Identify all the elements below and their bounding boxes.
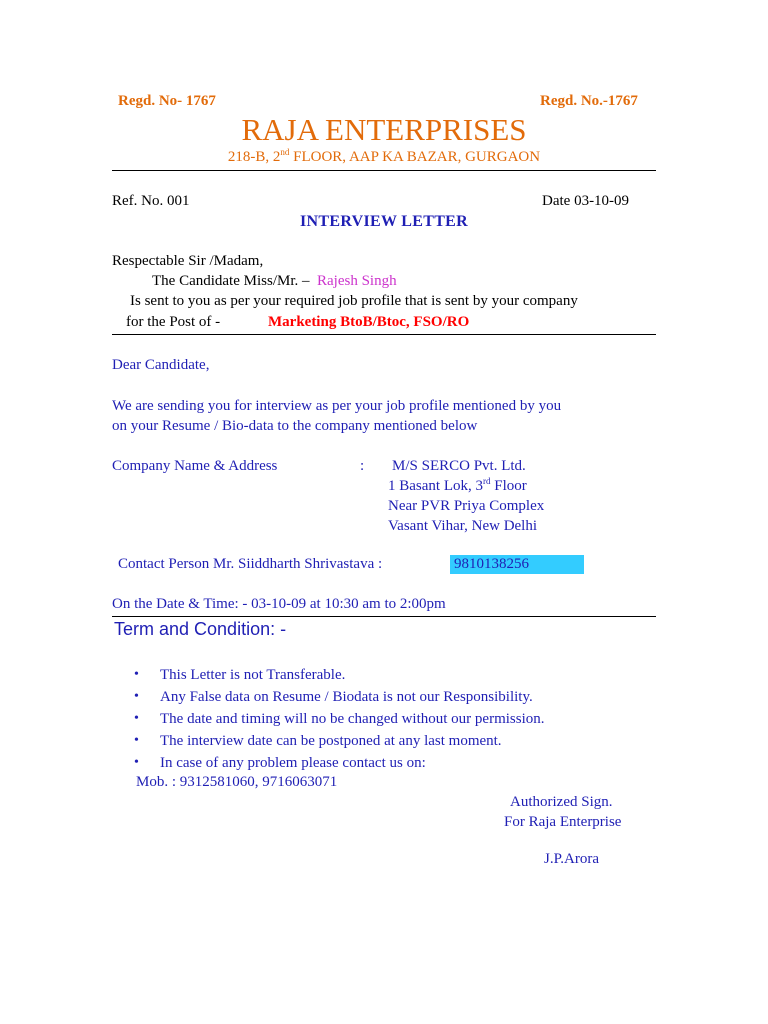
dear-candidate: Dear Candidate, bbox=[112, 357, 210, 373]
candidate-line: The Candidate Miss/Mr. – Rajesh Singh bbox=[152, 273, 397, 289]
for-company: For Raja Enterprise bbox=[504, 814, 622, 830]
company-line-3: Near PVR Priya Complex bbox=[388, 498, 545, 514]
salutation: Respectable Sir /Madam, bbox=[112, 253, 264, 269]
terms-divider bbox=[112, 616, 656, 617]
contact-person: Contact Person Mr. Siiddharth Shrivastava : bbox=[118, 556, 383, 572]
term-item: • The interview date can be postponed at any last moment. bbox=[116, 730, 545, 752]
paragraph-line-2: on your Resume / Bio-data to the company mentioned below bbox=[112, 418, 478, 434]
company-label: Company Name & Address bbox=[112, 458, 278, 474]
term-item: • In case of any problem please contact us on: bbox=[116, 752, 545, 774]
company-line-4: Vasant Vihar, New Delhi bbox=[388, 518, 538, 534]
header-divider bbox=[112, 170, 656, 171]
regd-number-left: Regd. No- 1767 bbox=[118, 93, 216, 109]
company-name: RAJA ENTERPRISES bbox=[241, 112, 527, 147]
company-line-1: M/S SERCO Pvt. Ltd. bbox=[392, 458, 526, 474]
signatory-name: J.P.Arora bbox=[544, 851, 599, 867]
letter-title: INTERVIEW LETTER bbox=[300, 213, 468, 230]
term-item: • Any False data on Resume / Biodata is not our Responsibility. bbox=[116, 686, 545, 708]
company-line-2: 1 Basant Lok, 3rd Floor bbox=[388, 476, 527, 494]
paragraph-line-1: We are sending you for interview as per your job profile mentioned by you bbox=[112, 398, 562, 414]
post-value: Marketing BtoB/Btoc, FSO/RO bbox=[268, 314, 470, 330]
contact-phone: 9810138256 bbox=[450, 555, 584, 574]
terms-list bbox=[116, 664, 545, 774]
letter-date: Date 03-10-09 bbox=[542, 193, 630, 209]
regd-number-right: Regd. No.-1767 bbox=[540, 93, 638, 109]
terms-title: Term and Condition: - bbox=[114, 619, 287, 639]
candidate-name: Rajesh Singh bbox=[317, 273, 397, 289]
interview-datetime: On the Date & Time: - 03-10-09 at 10:30 am to 2:00pm bbox=[112, 596, 446, 612]
term-item: • The date and timing will no be changed without our permission. bbox=[116, 708, 545, 730]
reference-number: Ref. No. 001 bbox=[112, 193, 190, 209]
post-label: for the Post of - bbox=[126, 314, 221, 330]
company-address: 218-B, 2nd FLOOR, AAP KA BAZAR, GURGAON bbox=[227, 147, 541, 165]
company-colon: : bbox=[360, 458, 365, 474]
authorized-sign: Authorized Sign. bbox=[510, 794, 613, 810]
intro-line: Is sent to you as per your required job profile that is sent by your company bbox=[130, 293, 578, 309]
term-item: • This Letter is not Transferable. bbox=[116, 664, 545, 686]
section-divider bbox=[112, 334, 656, 335]
mobile-numbers: Mob. : 9312581060, 9716063071 bbox=[136, 774, 338, 790]
